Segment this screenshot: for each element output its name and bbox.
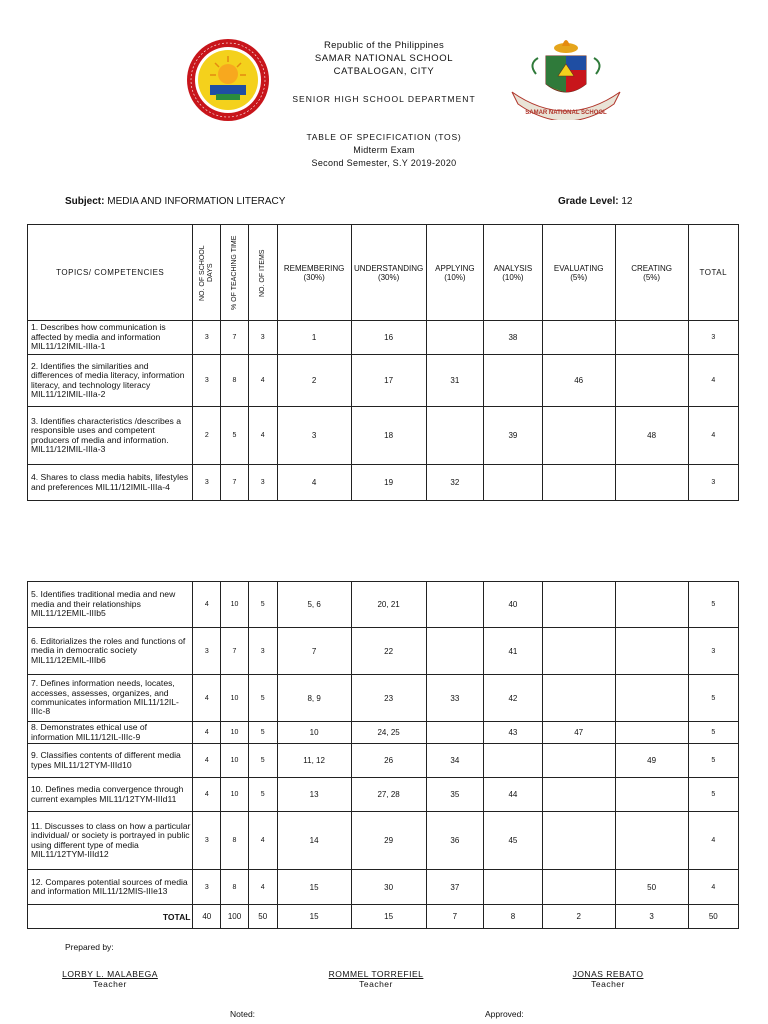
remembering-header bbox=[277, 225, 351, 321]
subject-label: Subject: bbox=[65, 196, 105, 207]
items-cell: 4 bbox=[248, 355, 277, 407]
time-cell: 10 bbox=[221, 744, 249, 778]
days-cell: 3 bbox=[193, 321, 221, 355]
days-cell: 4 bbox=[193, 722, 221, 744]
grade-label: Grade Level: bbox=[558, 196, 619, 207]
applying-cell: 37 bbox=[426, 870, 484, 905]
remembering-cell: 1 bbox=[277, 321, 351, 355]
total-cell: 3 bbox=[688, 465, 738, 501]
total-cell: 4 bbox=[688, 870, 738, 905]
evaluating-cell bbox=[542, 870, 615, 905]
school-city: CATBALOGAN, CITY bbox=[333, 66, 435, 77]
svg-text:SAMAR NATIONAL SCHOOL: SAMAR NATIONAL SCHOOL bbox=[525, 110, 607, 116]
remembering-cell: 5, 6 bbox=[277, 582, 351, 628]
analysis-cell: 41 bbox=[484, 628, 543, 675]
items-cell: 4 bbox=[248, 870, 277, 905]
signatory-1 bbox=[40, 969, 180, 989]
remembering-cell: 4 bbox=[277, 465, 351, 501]
applying-cell: 31 bbox=[426, 355, 484, 407]
totals-days: 40 bbox=[193, 905, 221, 929]
topic-cell: 6. Editorializes the roles and functions of media in democratic society MIL11/12EMIL-IIIb6 bbox=[28, 628, 193, 675]
items-cell: 5 bbox=[248, 778, 277, 812]
creating-cell bbox=[615, 778, 688, 812]
applying-cell: 34 bbox=[426, 744, 484, 778]
signatory-3-name: JONAS REBATO bbox=[572, 969, 644, 979]
remembering-cell: 2 bbox=[277, 355, 351, 407]
days-cell: 3 bbox=[193, 628, 221, 675]
totals-analysis: 8 bbox=[484, 905, 543, 929]
signatory-2-role: Teacher bbox=[359, 979, 393, 989]
totals-applying: 7 bbox=[426, 905, 484, 929]
remembering-cell: 7 bbox=[277, 628, 351, 675]
evaluating-cell bbox=[542, 778, 615, 812]
creating-cell bbox=[615, 355, 688, 407]
evaluating-cell bbox=[542, 675, 615, 722]
totals-label: TOTAL bbox=[28, 905, 193, 929]
understanding-cell: 18 bbox=[351, 407, 426, 465]
table-row bbox=[28, 628, 739, 675]
analysis-cell: 40 bbox=[484, 582, 543, 628]
items-cell: 5 bbox=[248, 675, 277, 722]
applying-cell: 35 bbox=[426, 778, 484, 812]
table-row bbox=[28, 722, 739, 744]
table-row bbox=[28, 812, 739, 870]
totals-row bbox=[28, 905, 739, 929]
understanding-cell: 19 bbox=[351, 465, 426, 501]
total-cell: 4 bbox=[688, 407, 738, 465]
analysis-cell: 44 bbox=[484, 778, 543, 812]
total-cell: 5 bbox=[688, 722, 738, 744]
time-cell: 7 bbox=[221, 628, 249, 675]
total-cell: 3 bbox=[688, 321, 738, 355]
time-cell: 10 bbox=[221, 675, 249, 722]
evaluating-cell bbox=[542, 628, 615, 675]
subject-line bbox=[65, 196, 285, 207]
topic-cell: 5. Identifies traditional media and new media and their relationships MIL11/12EMIL-IIIb5 bbox=[28, 582, 193, 628]
analysis-cell bbox=[484, 465, 543, 501]
remembering-pct: (30%) bbox=[303, 272, 325, 282]
evaluating-header bbox=[542, 225, 615, 321]
table-row bbox=[28, 407, 739, 465]
tos-table-bottom bbox=[27, 581, 739, 929]
items-cell: 3 bbox=[248, 628, 277, 675]
topic-cell: 9. Classifies contents of different media types MIL11/12TYM-IIId10 bbox=[28, 744, 193, 778]
republic-line: Republic of the Philippines bbox=[323, 40, 445, 51]
totals-understanding: 15 bbox=[351, 905, 426, 929]
applying-cell bbox=[426, 407, 484, 465]
creating-cell bbox=[615, 582, 688, 628]
total-header: TOTAL bbox=[688, 225, 738, 321]
table-row bbox=[28, 778, 739, 812]
totals-remembering: 15 bbox=[277, 905, 351, 929]
creating-cell: 48 bbox=[615, 407, 688, 465]
understanding-cell: 27, 28 bbox=[351, 778, 426, 812]
table-row bbox=[28, 465, 739, 501]
creating-label: CREATING bbox=[631, 263, 672, 273]
table-row bbox=[28, 582, 739, 628]
days-cell: 3 bbox=[193, 355, 221, 407]
days-header-label: NO. OF SCHOOL DAYS bbox=[198, 244, 214, 301]
days-cell: 4 bbox=[193, 675, 221, 722]
topic-cell: 4. Shares to class media habits, lifestyles and preferences MIL11/12IMIL-IIIa-4 bbox=[28, 465, 193, 501]
applying-cell bbox=[426, 582, 484, 628]
evaluating-cell bbox=[542, 407, 615, 465]
applying-cell: 33 bbox=[426, 675, 484, 722]
table-row bbox=[28, 675, 739, 722]
understanding-cell: 24, 25 bbox=[351, 722, 426, 744]
creating-cell bbox=[615, 465, 688, 501]
items-cell: 4 bbox=[248, 407, 277, 465]
analysis-cell: 45 bbox=[484, 812, 543, 870]
signatory-2-name: ROMMEL TORREFIEL bbox=[328, 969, 424, 979]
totals-evaluating: 2 bbox=[542, 905, 615, 929]
department-name: SENIOR HIGH SCHOOL DEPARTMENT bbox=[292, 94, 476, 104]
understanding-cell: 20, 21 bbox=[351, 582, 426, 628]
analysis-cell bbox=[484, 870, 543, 905]
total-cell: 5 bbox=[688, 778, 738, 812]
evaluating-cell bbox=[542, 465, 615, 501]
analysis-cell: 43 bbox=[484, 722, 543, 744]
creating-cell: 49 bbox=[615, 744, 688, 778]
school-name: SAMAR NATIONAL SCHOOL bbox=[314, 53, 454, 64]
items-cell: 4 bbox=[248, 812, 277, 870]
days-cell: 2 bbox=[193, 407, 221, 465]
evaluating-cell bbox=[542, 582, 615, 628]
items-cell: 5 bbox=[248, 722, 277, 744]
understanding-pct: (30%) bbox=[377, 272, 400, 282]
total-cell: 5 bbox=[688, 675, 738, 722]
topic-cell: 8. Demonstrates ethical use of information MIL11/12IL-IIIc-9 bbox=[28, 722, 193, 744]
creating-cell: 50 bbox=[615, 870, 688, 905]
days-cell: 4 bbox=[193, 744, 221, 778]
exam-name: Midterm Exam bbox=[353, 145, 415, 155]
signatory-3-role: Teacher bbox=[591, 979, 625, 989]
total-cell: 5 bbox=[688, 744, 738, 778]
analysis-cell: 38 bbox=[484, 321, 543, 355]
table-row bbox=[28, 355, 739, 407]
topic-cell: 3. Identifies characteristics /describes a responsible uses and competent producers of media and information. MIL11/12IMIL-IIIa-3 bbox=[28, 407, 193, 465]
evaluating-cell: 46 bbox=[542, 355, 615, 407]
days-cell: 4 bbox=[193, 582, 221, 628]
grade-value: 12 bbox=[621, 196, 633, 207]
applying-pct: (10%) bbox=[444, 272, 466, 282]
applying-header bbox=[426, 225, 484, 321]
subject-value: MEDIA AND INFORMATION LITERACY bbox=[107, 196, 286, 207]
understanding-cell: 30 bbox=[351, 870, 426, 905]
topic-cell: 1. Describes how communication is affected by media and information MIL11/12IMIL-IIIa-1 bbox=[28, 321, 193, 355]
creating-cell bbox=[615, 321, 688, 355]
topic-cell: 2. Identifies the similarities and differences of media literacy, information literacy, and technology literacy MIL11/12IMIL-IIIa-2 bbox=[28, 355, 193, 407]
tos-title: TABLE OF SPECIFICATION (TOS) bbox=[306, 132, 462, 142]
analysis-cell: 39 bbox=[484, 407, 543, 465]
topic-cell: 11. Discusses to class on how a particular individual/ or society is portrayed in public using different type of media MIL11/12TYM-IIId12 bbox=[28, 812, 193, 870]
topic-cell: 12. Compares potential sources of media and information MIL11/12MIS-IIIe13 bbox=[28, 870, 193, 905]
time-cell: 10 bbox=[221, 582, 249, 628]
prepared-by-label: Prepared by: bbox=[65, 942, 114, 952]
applying-cell: 32 bbox=[426, 465, 484, 501]
remembering-cell: 14 bbox=[277, 812, 351, 870]
analysis-label: ANALYSIS bbox=[493, 263, 533, 273]
evaluating-cell bbox=[542, 812, 615, 870]
remembering-cell: 3 bbox=[277, 407, 351, 465]
days-cell: 3 bbox=[193, 870, 221, 905]
totals-items: 50 bbox=[248, 905, 277, 929]
signatory-1-role: Teacher bbox=[93, 979, 127, 989]
approved-label: Approved: bbox=[485, 1009, 524, 1019]
understanding-cell: 17 bbox=[351, 355, 426, 407]
items-cell: 5 bbox=[248, 582, 277, 628]
time-cell: 10 bbox=[221, 778, 249, 812]
applying-cell bbox=[426, 628, 484, 675]
applying-cell bbox=[426, 722, 484, 744]
time-cell: 8 bbox=[221, 355, 249, 407]
total-cell: 4 bbox=[688, 812, 738, 870]
creating-cell bbox=[615, 675, 688, 722]
understanding-label: UNDERSTANDING bbox=[354, 263, 424, 273]
analysis-cell: 42 bbox=[484, 675, 543, 722]
evaluating-label: EVALUATING bbox=[553, 263, 604, 273]
remembering-cell: 11, 12 bbox=[277, 744, 351, 778]
understanding-header bbox=[351, 225, 426, 321]
totals-total: 50 bbox=[688, 905, 738, 929]
table-row bbox=[28, 321, 739, 355]
items-header bbox=[248, 225, 277, 321]
creating-pct: (5%) bbox=[643, 272, 661, 282]
items-cell: 5 bbox=[248, 744, 277, 778]
topic-cell: 7. Defines information needs, locates, accesses, assesses, organizes, and communicates information MIL11/12IL-IIIc-8 bbox=[28, 675, 193, 722]
time-cell: 7 bbox=[221, 465, 249, 501]
remembering-label: REMEMBERING bbox=[283, 263, 345, 273]
evaluating-cell: 47 bbox=[542, 722, 615, 744]
applying-cell bbox=[426, 321, 484, 355]
analysis-cell bbox=[484, 355, 543, 407]
time-cell: 10 bbox=[221, 722, 249, 744]
table-row bbox=[28, 870, 739, 905]
noted-label: Noted: bbox=[230, 1009, 256, 1019]
grade-line bbox=[558, 196, 633, 207]
understanding-cell: 16 bbox=[351, 321, 426, 355]
totals-time: 100 bbox=[221, 905, 249, 929]
items-cell: 3 bbox=[248, 321, 277, 355]
analysis-pct: (10%) bbox=[502, 272, 524, 282]
analysis-header bbox=[484, 225, 543, 321]
applying-cell: 36 bbox=[426, 812, 484, 870]
understanding-cell: 23 bbox=[351, 675, 426, 722]
creating-cell bbox=[615, 812, 688, 870]
signatory-3 bbox=[538, 969, 678, 989]
days-cell: 4 bbox=[193, 778, 221, 812]
table-bottom-body bbox=[28, 582, 739, 905]
time-cell: 8 bbox=[221, 812, 249, 870]
total-cell: 3 bbox=[688, 628, 738, 675]
evaluating-pct: (5%) bbox=[570, 272, 588, 282]
understanding-cell: 29 bbox=[351, 812, 426, 870]
creating-header bbox=[615, 225, 688, 321]
topics-header: TOPICS/ COMPETENCIES bbox=[28, 225, 193, 321]
signatory-2 bbox=[306, 969, 446, 989]
table-header-row bbox=[28, 225, 739, 321]
remembering-cell: 8, 9 bbox=[277, 675, 351, 722]
days-cell: 3 bbox=[193, 465, 221, 501]
understanding-cell: 26 bbox=[351, 744, 426, 778]
days-cell: 3 bbox=[193, 812, 221, 870]
analysis-cell bbox=[484, 744, 543, 778]
semester-line: Second Semester, S.Y 2019-2020 bbox=[311, 158, 457, 168]
time-header-label: % OF TEACHING TIME bbox=[230, 235, 238, 310]
applying-label: APPLYING bbox=[435, 263, 475, 273]
time-header bbox=[221, 225, 249, 321]
time-cell: 5 bbox=[221, 407, 249, 465]
signatory-1-name: LORBY L. MALABEGA bbox=[62, 969, 158, 979]
topic-cell: 10. Defines media convergence through current examples MIL11/12TYM-IIId11 bbox=[28, 778, 193, 812]
time-cell: 8 bbox=[221, 870, 249, 905]
creating-cell bbox=[615, 628, 688, 675]
tos-table-top bbox=[27, 224, 739, 501]
remembering-cell: 13 bbox=[277, 778, 351, 812]
time-cell: 7 bbox=[221, 321, 249, 355]
remembering-cell: 15 bbox=[277, 870, 351, 905]
totals-creating: 3 bbox=[615, 905, 688, 929]
items-header-label: NO. OF ITEMS bbox=[258, 248, 266, 297]
days-header bbox=[193, 225, 221, 321]
items-cell: 3 bbox=[248, 465, 277, 501]
table-top-body bbox=[28, 321, 739, 501]
remembering-cell: 10 bbox=[277, 722, 351, 744]
understanding-cell: 22 bbox=[351, 628, 426, 675]
creating-cell bbox=[615, 722, 688, 744]
total-cell: 4 bbox=[688, 355, 738, 407]
table-row bbox=[28, 744, 739, 778]
evaluating-cell bbox=[542, 321, 615, 355]
total-cell: 5 bbox=[688, 582, 738, 628]
evaluating-cell bbox=[542, 744, 615, 778]
